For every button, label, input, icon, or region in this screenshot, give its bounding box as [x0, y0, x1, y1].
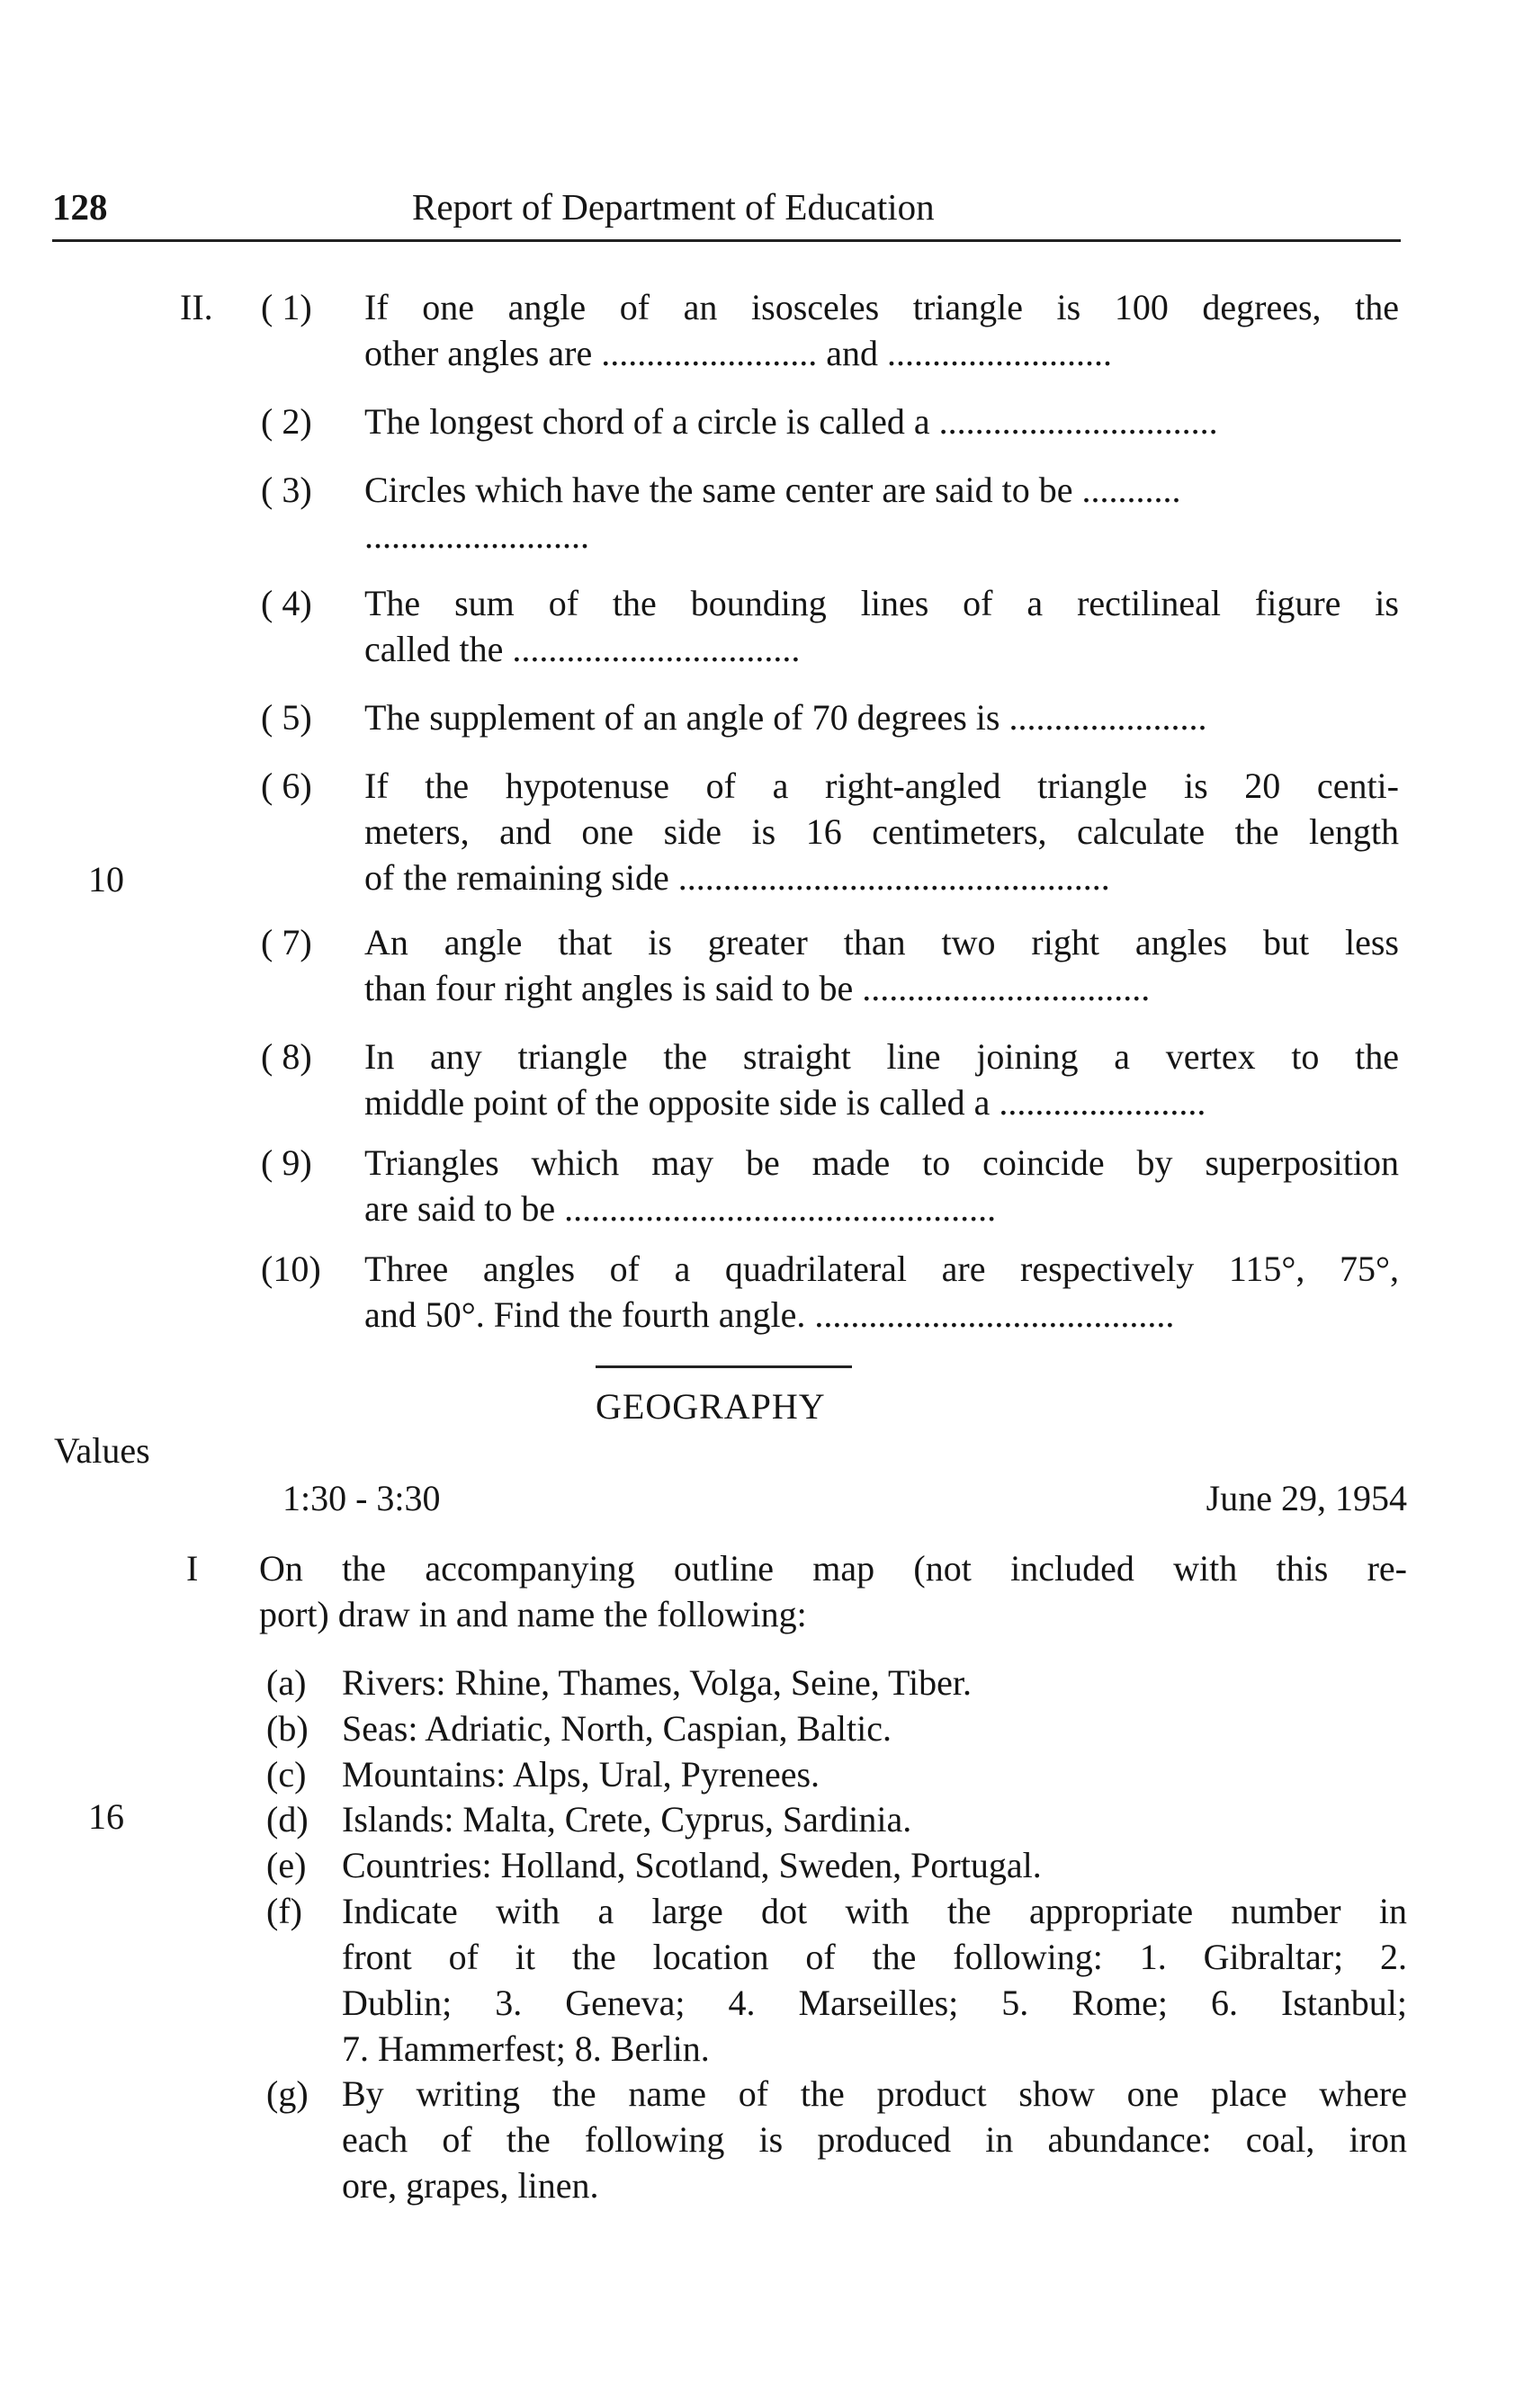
section-title-geography: GEOGRAPHY [596, 1386, 826, 1427]
item-label: (a) [266, 1662, 307, 1703]
item-text-line: Countries: Holland, Scotland, Sweden, Portugal. [342, 1845, 1042, 1885]
exam-date: June 29, 1954 [1206, 1478, 1407, 1518]
question-text-line: The supplement of an angle of 70 degrees is ...................... [364, 697, 1207, 738]
item-label: (d) [266, 1799, 309, 1840]
question-text-line: meters, and one side is 16 centimeters, calculate the length [364, 811, 1399, 852]
question-text-line: The longest chord of a circle is called a ............................... [364, 401, 1218, 442]
question-text-line: and 50°. Find the fourth angle. ........................................ [364, 1294, 1175, 1335]
instruction-line: port) draw in and name the following: [259, 1594, 807, 1634]
question-text-line: Triangles which may be made to coincide by superposition [364, 1142, 1399, 1183]
section-numeral-ii: II. [180, 287, 213, 327]
instruction-line: On the accompanying outline map (not included with this re- [259, 1548, 1407, 1589]
page-header [52, 184, 1402, 238]
section-divider [596, 1365, 852, 1368]
question-text-line: An angle that is greater than two right angles but less [364, 922, 1399, 962]
question-number: ( 8) [261, 1036, 312, 1077]
question-number: ( 6) [261, 765, 312, 806]
question-text-line: If one angle of an isosceles triangle is 100 degrees, the [364, 287, 1399, 327]
item-label: (g) [266, 2073, 309, 2114]
question-text-line: are said to be ................................................ [364, 1188, 997, 1229]
question-text-line: middle point of the opposite side is called a ....................... [364, 1082, 1206, 1123]
question-text-line: of the remaining side ................................................ [364, 857, 1110, 898]
question-number: ( 1) [261, 287, 312, 327]
question-text-line: The sum of the bounding lines of a rectilineal figure is [364, 583, 1399, 623]
item-label: (f) [266, 1891, 302, 1931]
item-text-line: Islands: Malta, Crete, Cyprus, Sardinia. [342, 1799, 912, 1840]
item-label: (b) [266, 1708, 309, 1749]
section-numeral-i: I [186, 1548, 199, 1589]
question-text-line: ......................... [364, 515, 589, 556]
question-number: ( 5) [261, 697, 312, 738]
geography-instructions [259, 1545, 1407, 1637]
question-number: ( 9) [261, 1142, 312, 1183]
item-text-line: Dublin; 3. Geneva; 4. Marseilles; 5. Rome; 6. Istanbul; [342, 1983, 1407, 2023]
question-number: (10) [261, 1249, 321, 1289]
exam-time: 1:30 - 3:30 [282, 1478, 441, 1518]
item-text-line: By writing the name of the product show one place where [342, 2073, 1407, 2114]
question-text-line: called the ................................ [364, 629, 801, 669]
item-text-line: Rivers: Rhine, Thames, Volga, Seine, Tiber. [342, 1662, 973, 1703]
question-number: ( 2) [261, 401, 312, 442]
question-text-line: In any triangle the straight line joining a vertex to the [364, 1036, 1399, 1077]
item-text-line: each of the following is produced in abundance: coal, iron [342, 2119, 1407, 2160]
question-number: ( 3) [261, 470, 312, 510]
item-label: (c) [266, 1754, 307, 1795]
item-text-line: 7. Hammerfest; 8. Berlin. [342, 2028, 710, 2069]
item-text-line: Mountains: Alps, Ural, Pyrenees. [342, 1754, 820, 1795]
values-label: Values [54, 1430, 150, 1471]
question-text-line: other angles are ........................ and ......................... [364, 333, 1112, 373]
item-text-line: front of it the location of the following: 1. Gibraltar; 2. [342, 1937, 1407, 1977]
question-text-line: Circles which have the same center are said to be ........... [364, 470, 1181, 510]
question-number: ( 4) [261, 583, 312, 623]
question-number: ( 7) [261, 922, 312, 962]
question-text-line: than four right angles is said to be ................................ [364, 968, 1151, 1008]
item-label: (e) [266, 1845, 307, 1885]
item-text-line: ore, grapes, linen. [342, 2165, 599, 2206]
running-title: Report of Department of Education [412, 186, 935, 228]
page-number: 128 [52, 186, 108, 228]
question-text-line: If the hypotenuse of a right-angled triangle is 20 centi- [364, 765, 1399, 806]
question-text-line: Three angles of a quadrilateral are respectively 115°, 75°, [364, 1249, 1399, 1289]
margin-value-mathematics: 10 [88, 859, 124, 900]
header-rule [52, 239, 1401, 242]
margin-value-geography: 16 [88, 1796, 124, 1837]
item-text-line: Seas: Adriatic, North, Caspian, Baltic. [342, 1708, 892, 1749]
item-text-line: Indicate with a large dot with the appropriate number in [342, 1891, 1407, 1931]
